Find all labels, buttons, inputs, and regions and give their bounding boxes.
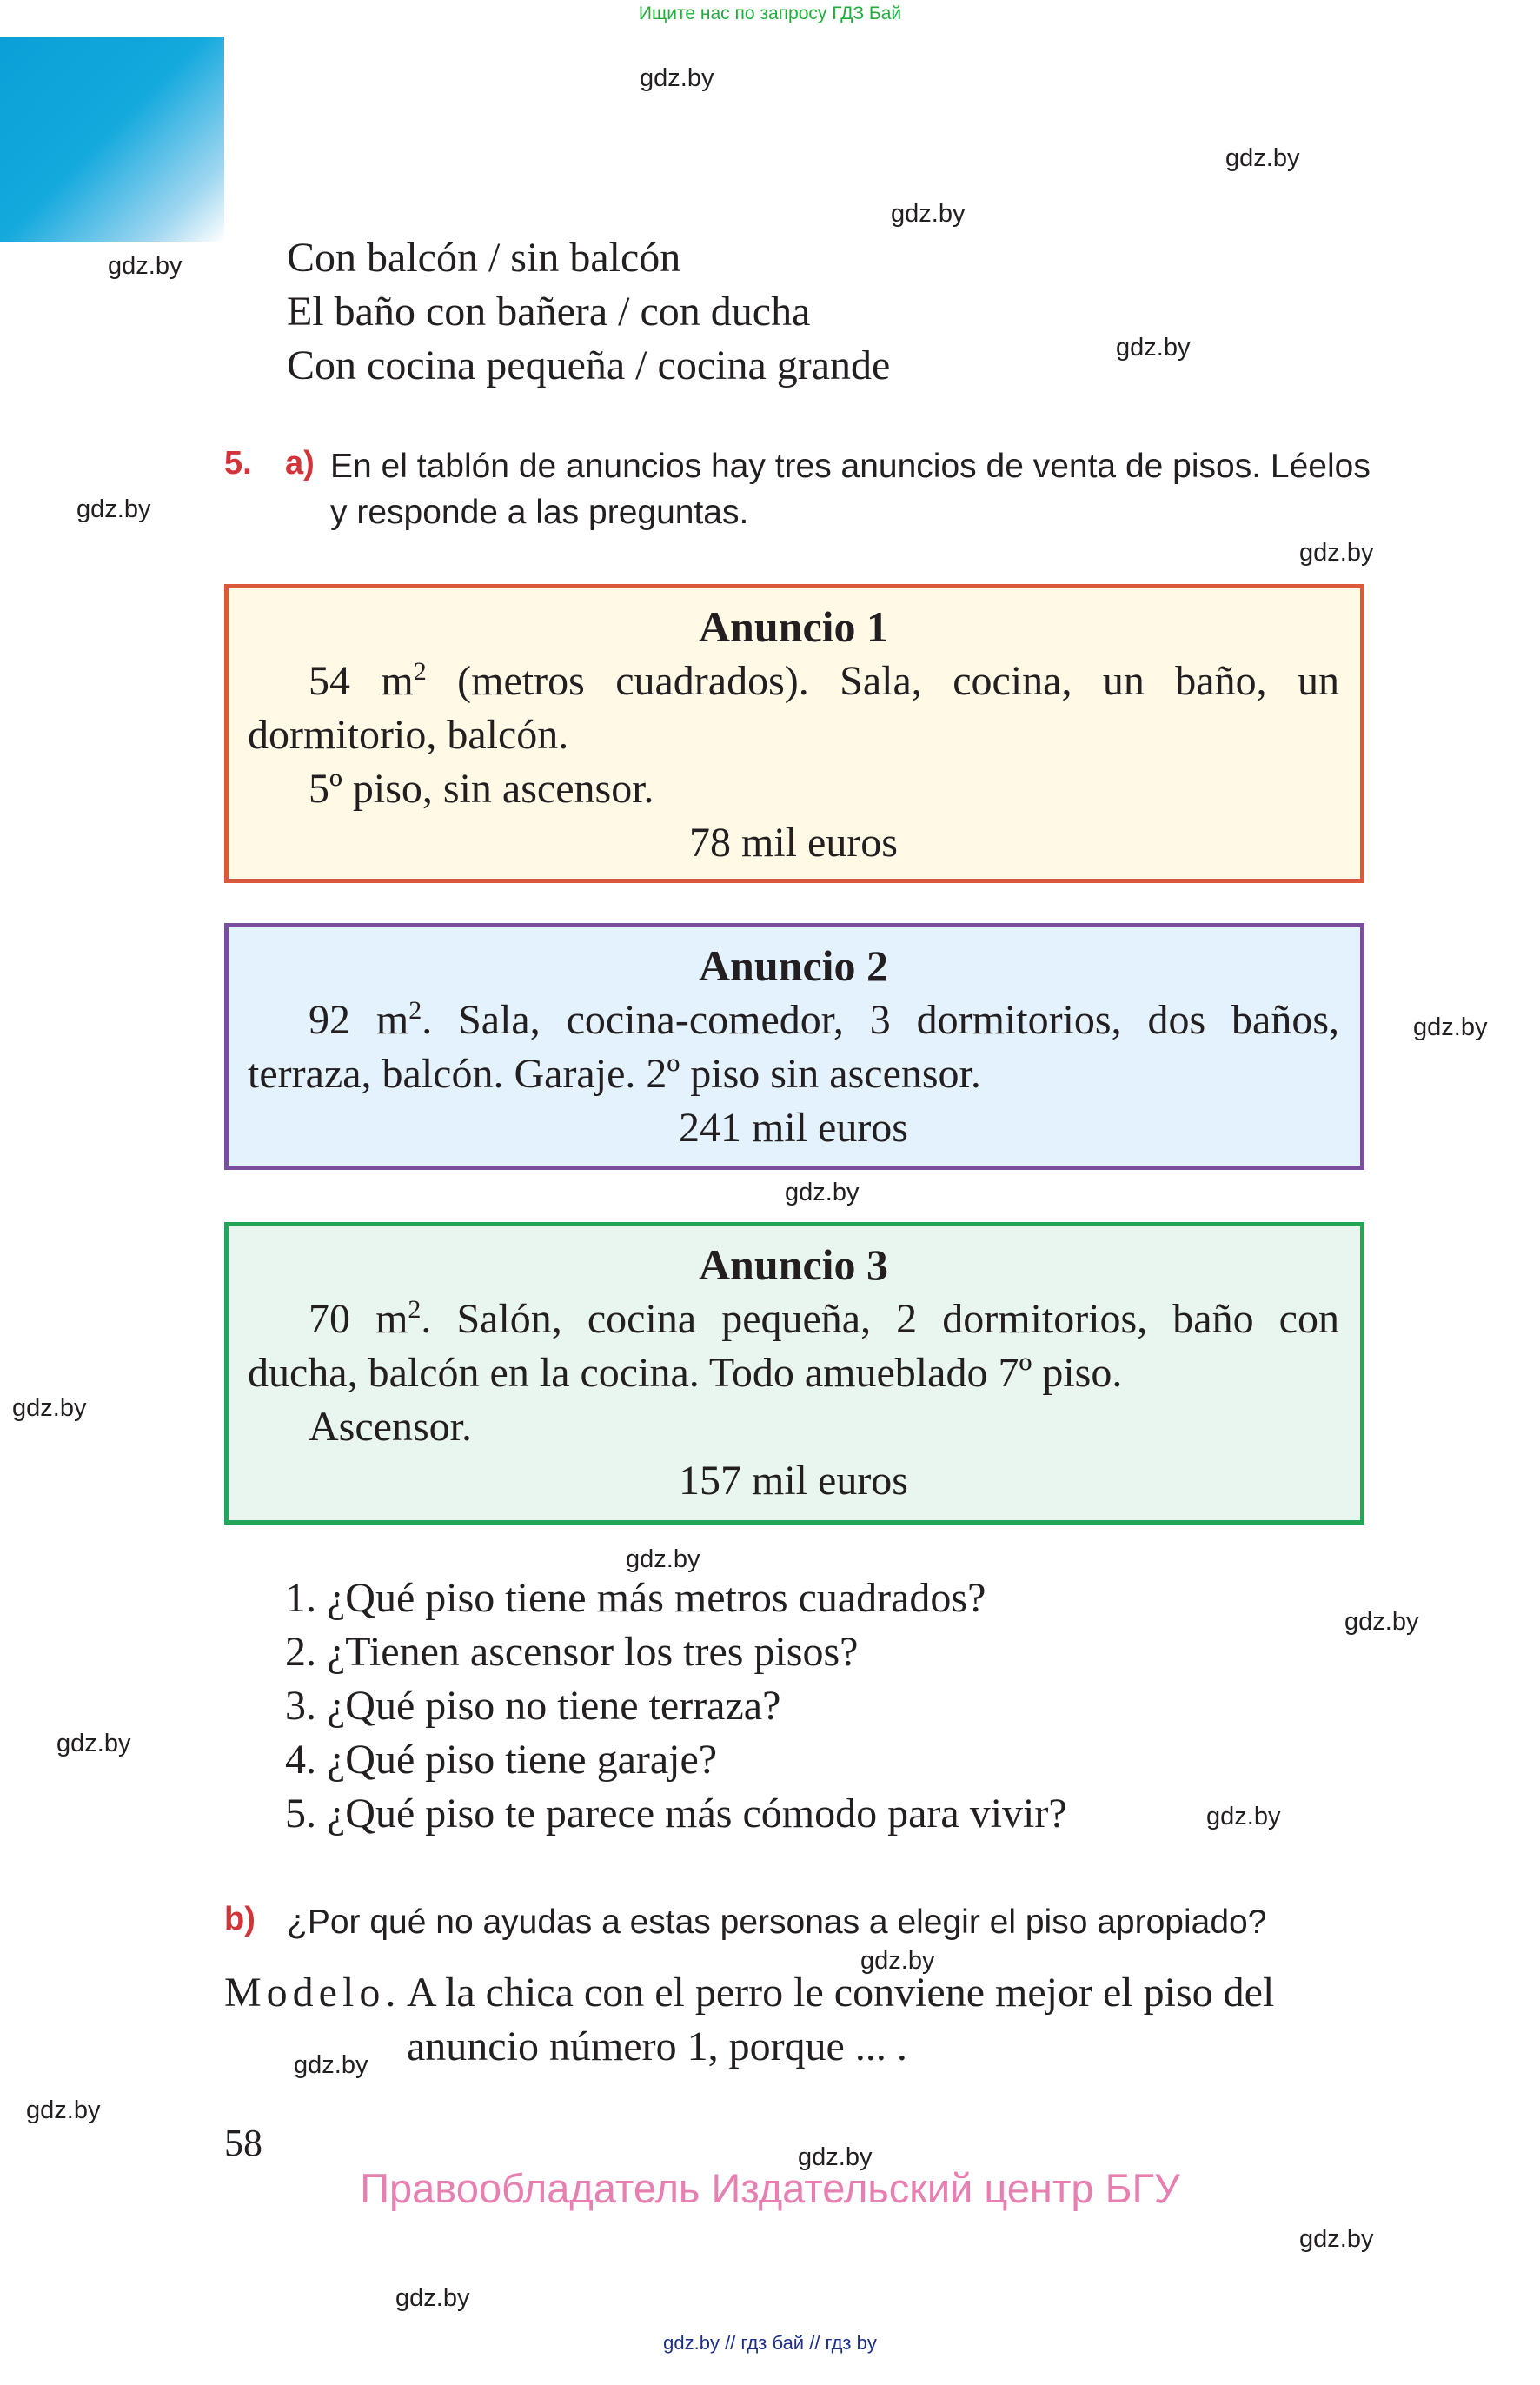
watermark: gdz.by — [891, 200, 966, 228]
question-item: 2. ¿Tienen ascensor los tres pisos? — [285, 1629, 859, 1675]
intro-line-3: Con cocina pequeña / cocina grande — [287, 342, 891, 389]
intro-line-1: Con balcón / sin balcón — [287, 235, 681, 281]
task-part-b-instruction: ¿Por qué no ayudas a estas personas a elegir el piso apropiado? — [287, 1903, 1267, 1941]
ad-title: Anuncio 2 — [698, 941, 889, 990]
watermark: gdz.by — [12, 1394, 87, 1422]
watermark: gdz.by — [1299, 539, 1374, 567]
question-item: 4. ¿Qué piso tiene garaje? — [285, 1737, 718, 1783]
ad-price: 241 mil euros — [679, 1105, 908, 1151]
watermark: gdz.by — [798, 2143, 873, 2171]
task-part-a-letter: a) — [285, 445, 315, 482]
watermark: gdz.by — [108, 252, 183, 280]
watermark: gdz.by — [1206, 1803, 1281, 1830]
watermark: gdz.by — [860, 1947, 935, 1975]
ad-box-3 — [224, 1222, 1364, 1525]
ad-description — [248, 654, 1339, 762]
ad-description-text: . Salón, cocina pequeña, 2 dormitorios, baño con ducha, balcón en la cocina. Todo amueblado 7º piso. — [248, 1296, 1339, 1396]
corner-color-block — [0, 37, 224, 242]
ad-price: 157 mil euros — [679, 1458, 908, 1504]
watermark: gdz.by — [1116, 334, 1191, 362]
ad-title: Anuncio 3 — [698, 1240, 889, 1289]
bottom-links: gdz.by // гдз бай // гдз by — [663, 2332, 877, 2354]
watermark: gdz.by — [26, 2096, 101, 2124]
ad-box-1 — [224, 584, 1364, 883]
page-number: 58 — [224, 2122, 262, 2164]
ad-description — [248, 993, 1339, 1101]
watermark: gdz.by — [640, 64, 714, 92]
watermark: gdz.by — [294, 2051, 368, 2079]
ad-description — [248, 1292, 1339, 1400]
task-part-b-letter: b) — [224, 1901, 256, 1937]
question-item: 3. ¿Qué piso no tiene terraza? — [285, 1683, 781, 1729]
watermark: gdz.by — [1225, 144, 1300, 172]
watermark: gdz.by — [76, 495, 151, 523]
watermark: gdz.by — [1299, 2225, 1374, 2253]
ad-extra: Ascensor. — [309, 1404, 472, 1450]
task-part-a-instruction: En el tablón de anuncios hay tres anuncios de venta de pisos. Léelos y responde a las preguntas. — [330, 448, 1371, 531]
watermark: gdz.by — [785, 1179, 860, 1206]
area-exponent: 2 — [408, 996, 422, 1025]
ad-box-2 — [224, 923, 1364, 1170]
ad-extra: 5º piso, sin ascensor. — [309, 766, 654, 812]
question-item: 5. ¿Qué piso te parece más cómodo para vivir? — [285, 1790, 1067, 1837]
copyright-notice: Правообладатель Издательский центр БГУ — [360, 2165, 1180, 2211]
watermark: gdz.by — [1344, 1608, 1419, 1636]
intro-line-2: El baño con bañera / con ducha — [287, 289, 811, 335]
task-number: 5. — [224, 445, 252, 482]
ad-area: 70 m — [309, 1296, 408, 1342]
model-label: Modelo. — [224, 1970, 402, 2016]
ad-description-text: . Sala, cocina-comedor, 3 dormitorios, dos baños, terraza, balcón. Garaje. 2º piso sin ascensor. — [248, 997, 1339, 1097]
area-exponent: 2 — [413, 657, 427, 686]
ad-area: 92 m — [309, 997, 409, 1043]
top-banner: Ищите нас по запросу ГДЗ Бай — [638, 3, 902, 23]
ad-area: 54 m — [309, 658, 414, 704]
watermark: gdz.by — [626, 1545, 700, 1573]
question-list — [285, 1571, 1067, 1841]
question-item: 1. ¿Qué piso tiene más metros cuadrados? — [285, 1575, 986, 1621]
watermark: gdz.by — [395, 2284, 470, 2312]
ad-title: Anuncio 1 — [698, 602, 889, 651]
watermark: gdz.by — [56, 1730, 131, 1757]
model-text-line-2: anuncio número 1, porque ... . — [407, 2023, 907, 2069]
model-text-line-1: A la chica con el perro le conviene mejor el piso del — [407, 1970, 1275, 2016]
area-exponent: 2 — [408, 1295, 422, 1324]
ad-price: 78 mil euros — [689, 820, 898, 866]
watermark: gdz.by — [1413, 1013, 1488, 1041]
ad-description-text: (metros cuadrados). Sala, cocina, un baño, un dormitorio, balcón. — [248, 658, 1339, 758]
